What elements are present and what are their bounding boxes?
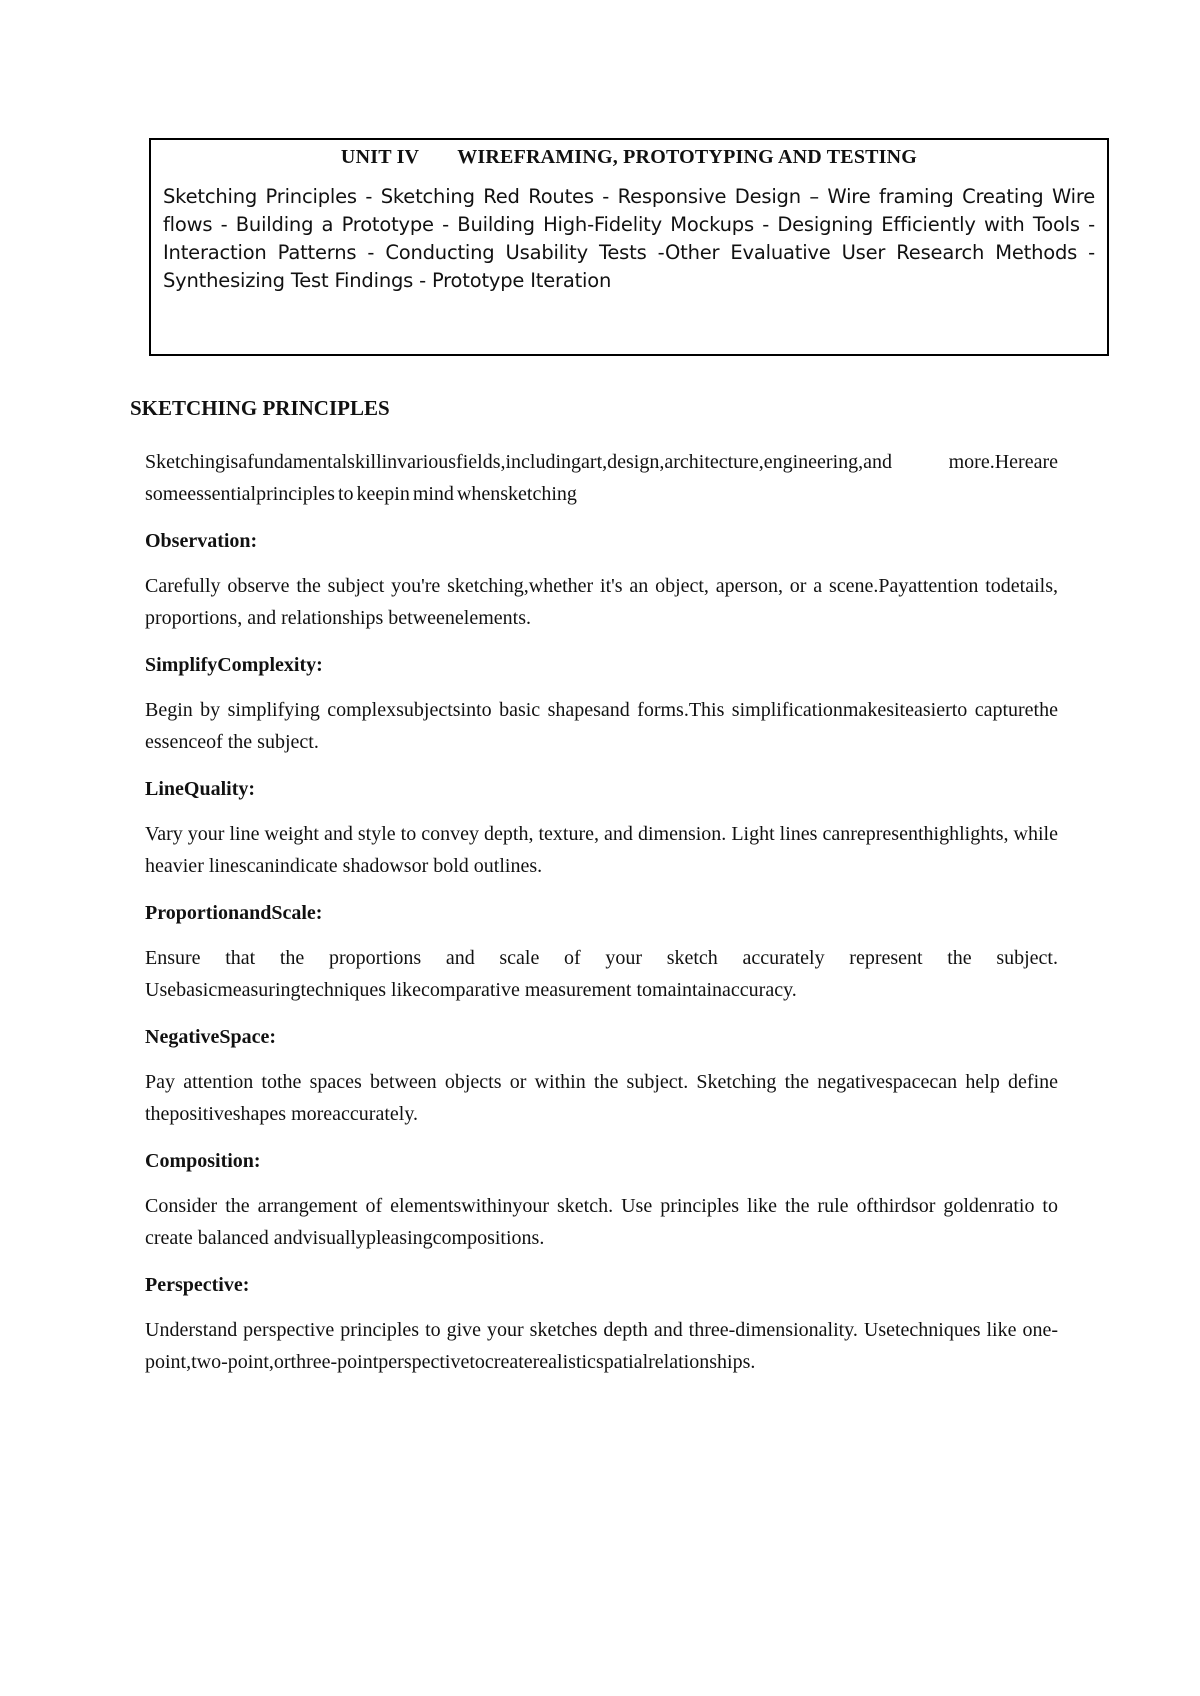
principle-text: Begin by simplifying complexsubjectsinto basic shapesand forms.This simplificationmakesiteasierto capturethe essenceof the subject. <box>145 699 1058 753</box>
principle-text: Carefully observe the subject you're sketching,whether it's an object, aperson, or a scene.Payattention todetails, proportions, and relationships betweenelements. <box>145 575 1058 629</box>
principle-text: Ensure that the proportions and scale of your sketch accurately represent the subject. Usebasicmeasuringtechniques likecomparative measurement tomaintainaccuracy. <box>145 947 1058 1001</box>
principle-text: Understand perspective principles to give your sketches depth and three-dimensionality. Usetechniques like one-point,two-point,orthree-pointperspectivetocreaterealisticspatialrelationships. <box>145 1319 1058 1373</box>
unit-number: UNIT IV <box>340 146 420 168</box>
principle-composition <box>145 1148 1058 1254</box>
principle-heading: LineQuality: <box>145 778 256 800</box>
section-intro: Sketchingisafundamentalskillinvariousfields,includingart,design,architecture,engineering,and more.Hereare someessentialprinciples to keepin mind whensketching <box>145 451 1058 505</box>
principle-text: Vary your line weight and style to convey depth, texture, and dimension. Light lines canrepresenthighlights, while heavier linescanindicate shadowsor bold outlines. <box>145 823 1058 877</box>
unit-title-line <box>163 146 1095 169</box>
principle-heading: Composition: <box>145 1150 261 1172</box>
principle-negative-space <box>145 1024 1058 1130</box>
principle-heading: SimplifyComplexity: <box>145 654 323 676</box>
principle-text: Pay attention tothe spaces between objects or within the subject. Sketching the negativespacecan help define thepositiveshapes moreaccurately. <box>145 1071 1058 1125</box>
principle-text: Consider the arrangement of elementswithinyour sketch. Use principles like the rule ofthirdsor goldenratio to create balanced andvisuallypleasingcompositions. <box>145 1195 1058 1249</box>
principle-heading: Observation: <box>145 530 258 552</box>
unit-topics: Sketching Principles - Sketching Red Routes - Responsive Design – Wire framing Creating Wire flows - Building a Prototype - Building High-Fidelity Mockups - Designing Efficiently with Tools - Interaction Patterns - Conducting Usability Tests -Other Evaluative User Research Methods - Synthesizing Test Findings - Prototype Iteration <box>163 185 1095 292</box>
principle-heading: NegativeSpace: <box>145 1026 277 1048</box>
unit-title: WIREFRAMING, PROTOTYPING AND TESTING <box>457 146 918 168</box>
principle-simplify-complexity <box>145 652 1058 758</box>
principle-perspective <box>145 1272 1058 1378</box>
principle-observation <box>145 528 1058 634</box>
principle-proportion-scale <box>145 900 1058 1006</box>
section-content <box>145 446 1058 1396</box>
principle-line-quality <box>145 776 1058 882</box>
principle-heading: ProportionandScale: <box>145 902 323 924</box>
principle-heading: Perspective: <box>145 1274 250 1296</box>
section-heading: SKETCHING PRINCIPLES <box>130 396 390 420</box>
unit-syllabus-box <box>149 138 1109 356</box>
